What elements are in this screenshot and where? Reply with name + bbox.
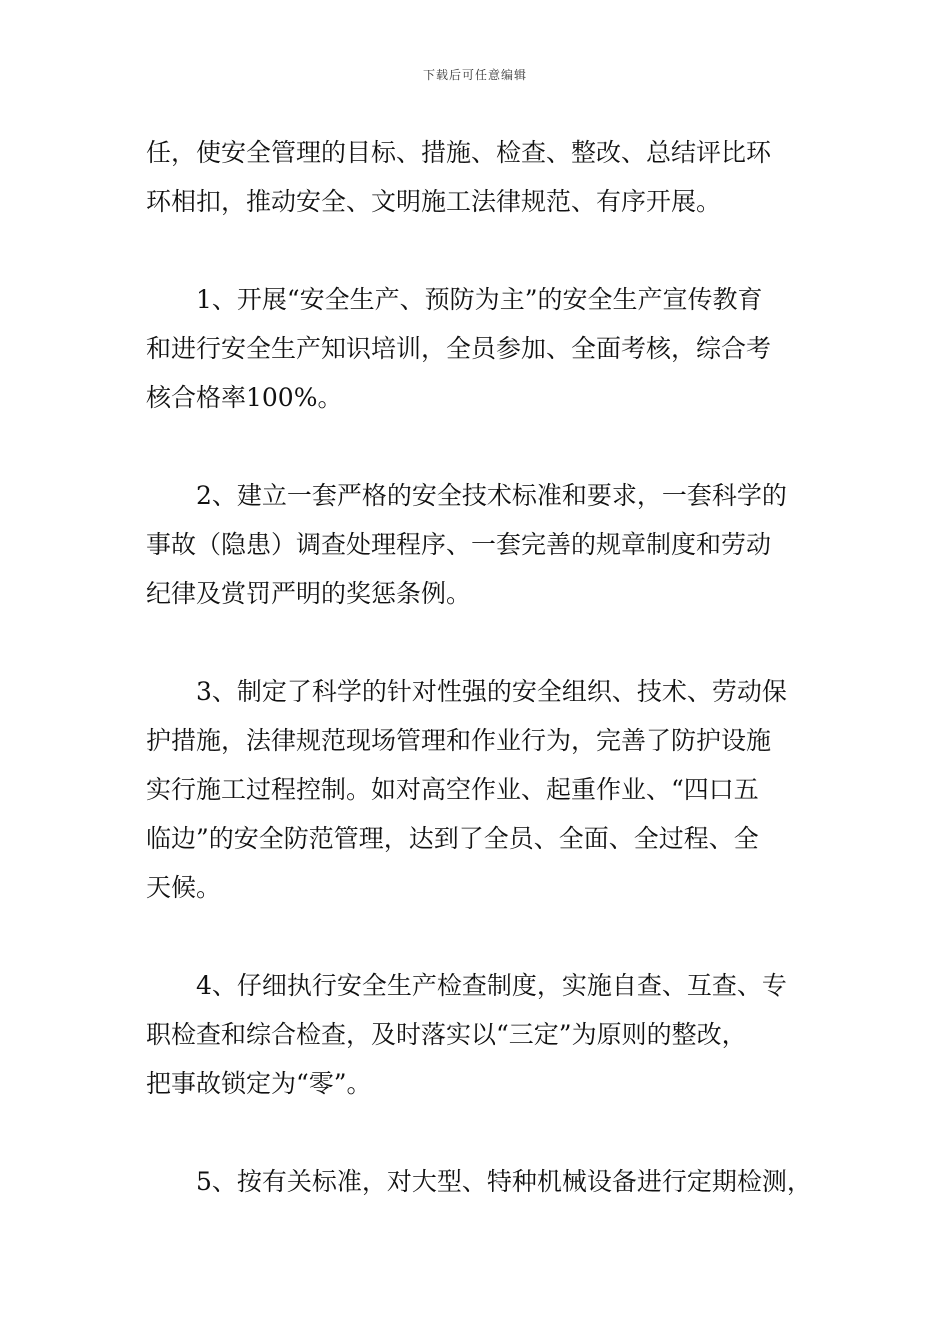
paragraph-line: 护措施，法律规范现场管理和作业行为，完善了防护设施 <box>146 726 772 755</box>
paragraph-line: 实行施工过程控制。如对高空作业、起重作业、“四口五 <box>146 775 759 804</box>
paragraph-line: 2、建立一套严格的安全技术标准和要求，一套科学的 <box>196 481 787 510</box>
paragraph-line: 和进行安全生产知识培训，全员参加、全面考核，综合考 <box>146 334 772 363</box>
paragraph-line: 天候。 <box>146 873 222 902</box>
paragraph-line: 事故（隐患）调查处理程序、一套完善的规章制度和劳动 <box>146 530 772 559</box>
paragraph-gap <box>146 912 816 961</box>
paragraph-line: 4、仔细执行安全生产检查制度，实施自查、互查、专 <box>196 971 787 1000</box>
paragraph-gap <box>146 422 816 471</box>
paragraph-line: 3、制定了科学的针对性强的安全组织、技术、劳动保 <box>196 677 787 706</box>
paragraph-line: 纪律及赏罚严明的奖惩条例。 <box>146 579 472 608</box>
paragraph-line: 5、按有关标准，对大型、特种机械设备进行定期检测， <box>196 1167 812 1196</box>
paragraph-line: 职检查和综合检查，及时落实以“三定”为原则的整改， <box>146 1020 747 1049</box>
paragraph-line: 环相扣，推动安全、文明施工法律规范、有序开展。 <box>146 187 722 216</box>
document-body <box>146 128 816 1206</box>
paragraph-gap <box>146 1108 816 1157</box>
paragraph-line: 核合格率100%。 <box>146 383 343 412</box>
page-header: 下载后可任意编辑 <box>422 68 527 82</box>
paragraph-gap <box>146 226 816 275</box>
paragraph-line: 1、开展“安全生产、预防为主”的安全生产宣传教育 <box>196 285 763 314</box>
paragraph-line: 把事故锁定为“零”。 <box>146 1069 372 1098</box>
paragraph-gap <box>146 618 816 667</box>
paragraph-line: 临边”的安全防范管理，达到了全员、全面、全过程、全 <box>146 824 759 853</box>
paragraph-line: 任，使安全管理的目标、措施、检查、整改、总结评比环 <box>146 138 772 167</box>
